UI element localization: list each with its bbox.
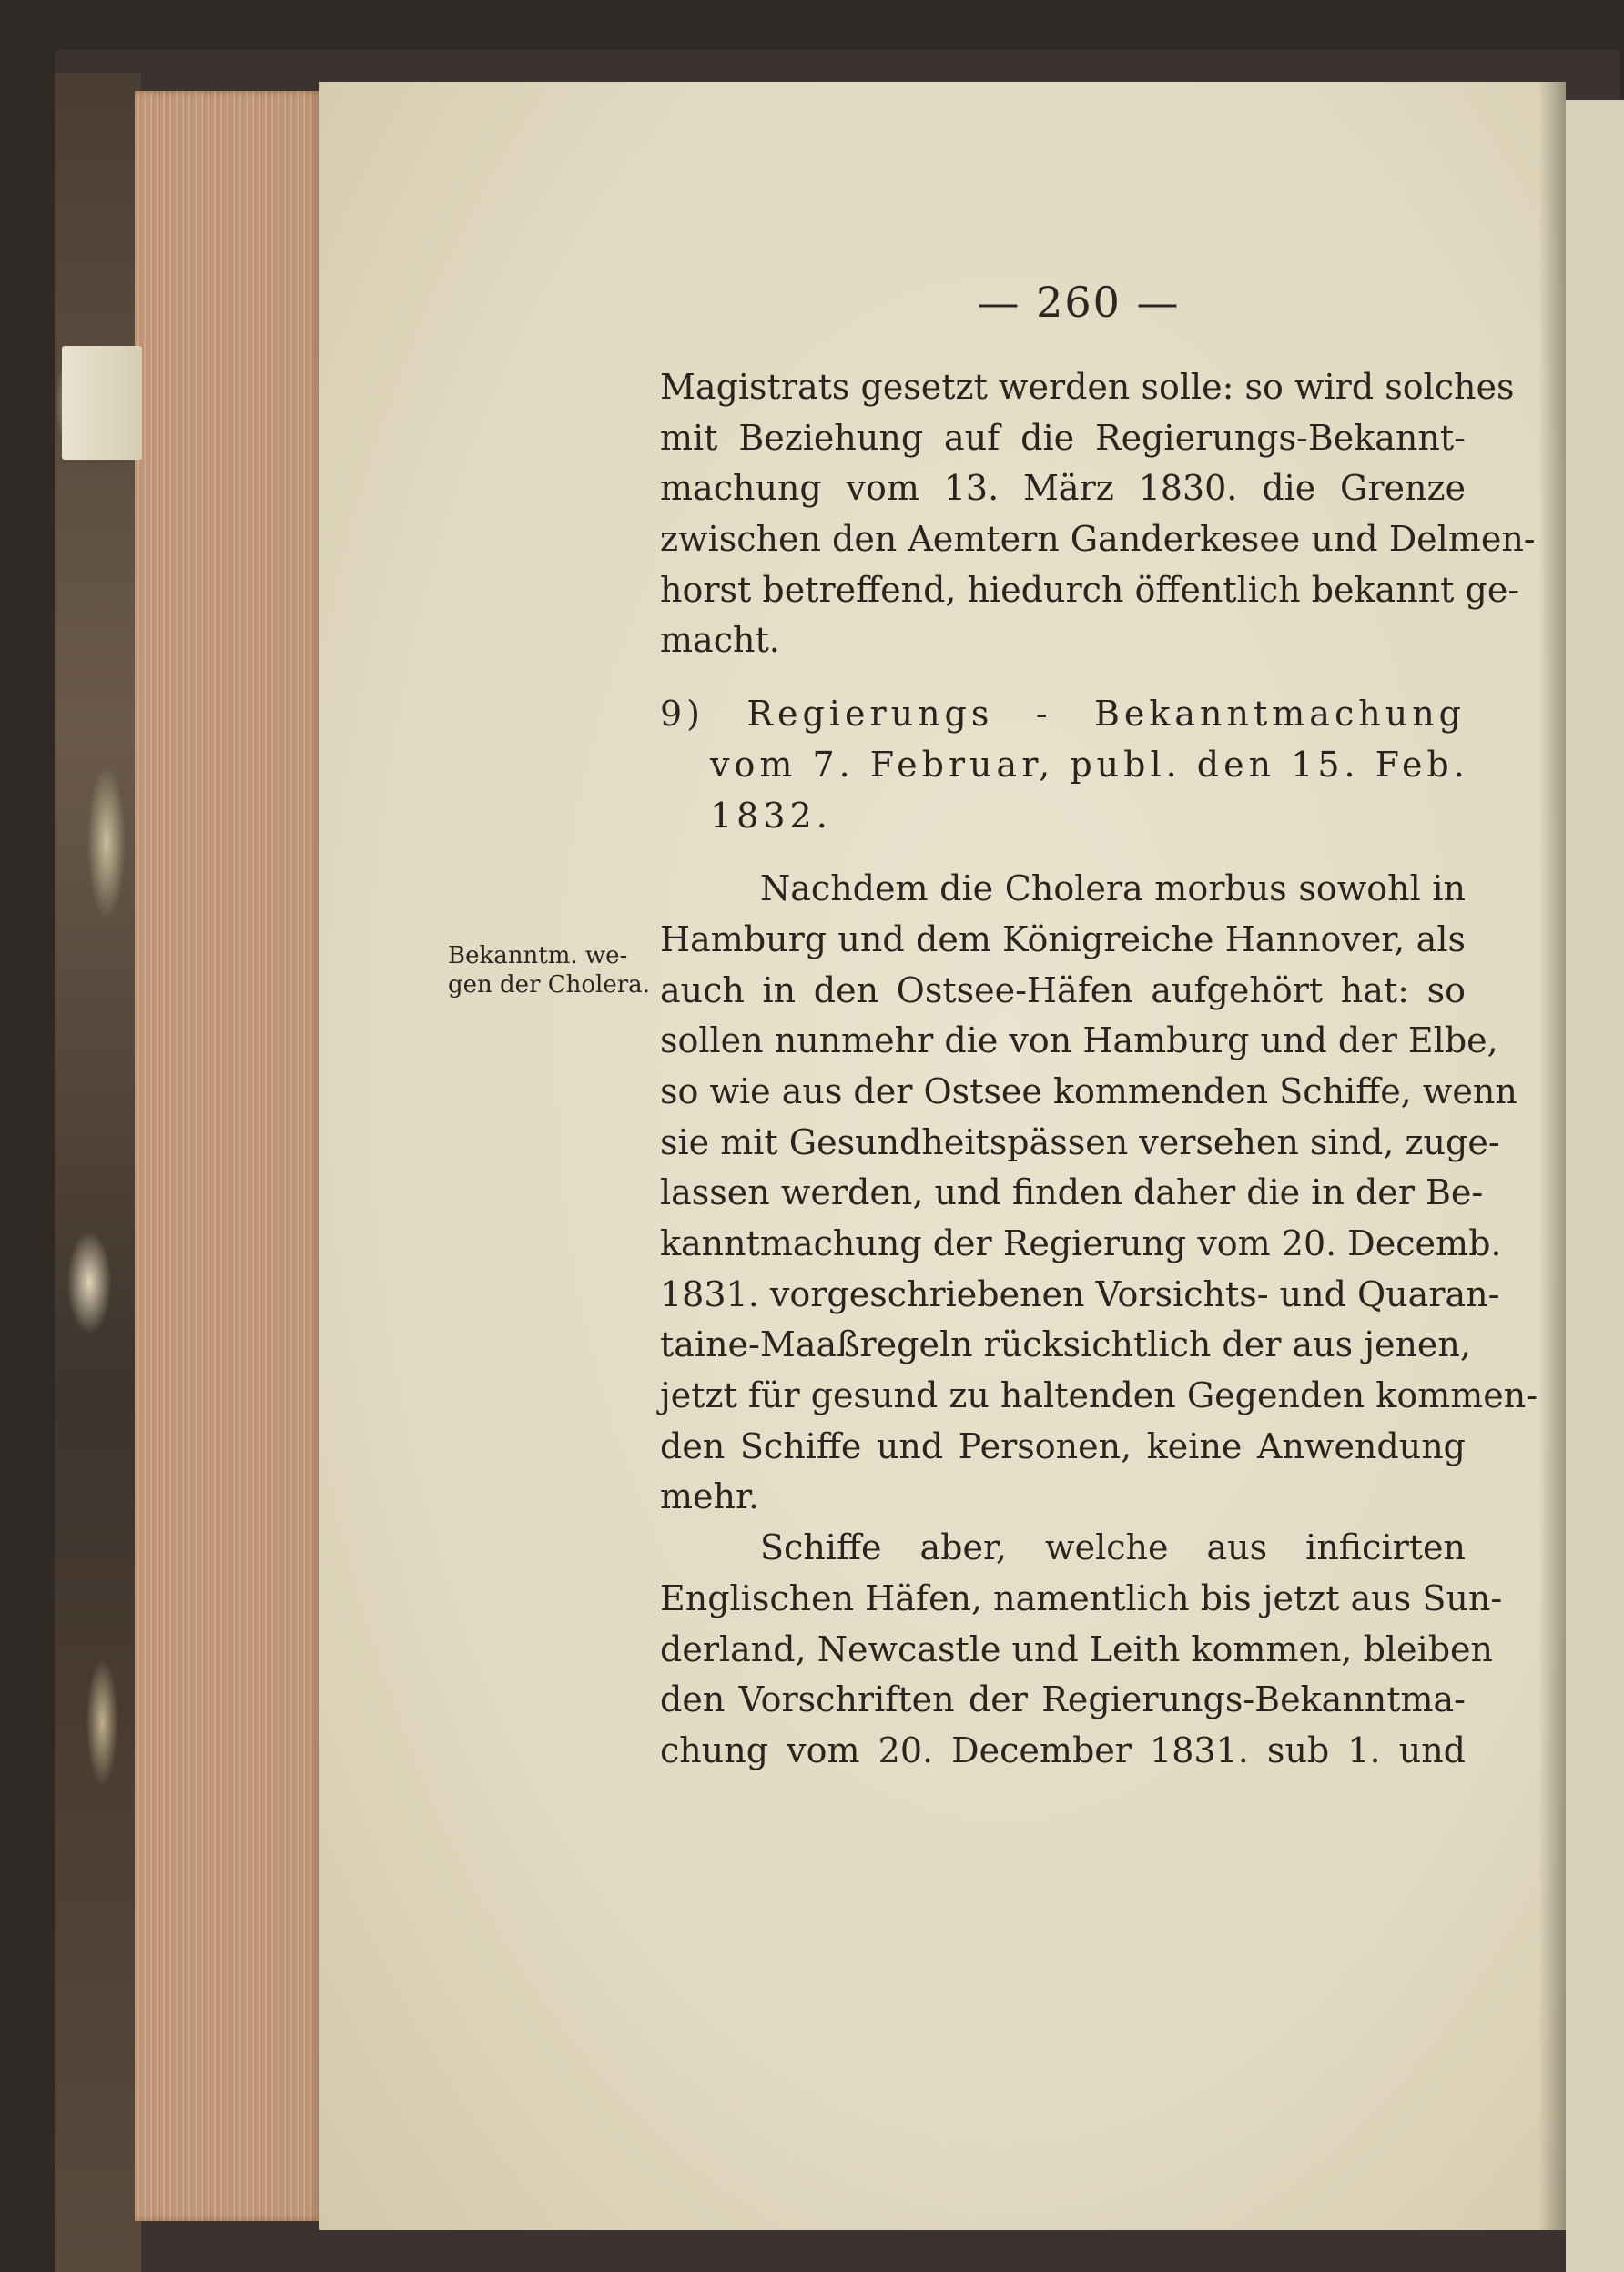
text-line: sollen nunmehr die von Hamburg und der Elbe, — [660, 1020, 1498, 1061]
margin-note — [448, 941, 653, 999]
text-line: chung vom 20. December 1831. sub 1. und — [660, 1729, 1466, 1770]
text-line: derland, Newcastle und Leith kommen, bleiben — [660, 1628, 1493, 1669]
text-line: horst betreffend, hiedurch öffentlich bekannt ge- — [660, 569, 1520, 610]
text-line: lassen werden, und finden daher die in der Be- — [660, 1172, 1484, 1213]
margin-note-line: Bekanntm. we- — [448, 942, 628, 969]
text-line: Hamburg und dem Königreiche Hannover, als — [660, 918, 1466, 959]
text-line: 1832. — [710, 795, 832, 836]
text-line: Schiffe aber, welche aus inficirten — [760, 1527, 1466, 1568]
body-text — [660, 362, 1538, 1777]
paragraph-gap — [660, 841, 1466, 864]
bookmark-tab — [62, 346, 142, 460]
text-line: vom 7. Februar, publ. den 15. Feb. — [710, 744, 1469, 785]
text-line: taine-Maaßregeln rücksichtlich der aus jenen, — [660, 1324, 1471, 1365]
paragraph-gap — [660, 666, 1466, 689]
margin-note-line: gen der Cholera. — [448, 971, 650, 999]
text-line: den Vorschriften der Regierungs-Bekanntma- — [660, 1679, 1466, 1720]
text-line: auch in den Ostsee-Häfen aufgehört hat: so — [660, 969, 1466, 1010]
text-line: machung vom 13. März 1830. die Grenze — [660, 468, 1466, 509]
text-line: jetzt für gesund zu haltenden Gegenden kommen- — [660, 1375, 1538, 1416]
text-line: mit Beziehung auf die Regierungs-Bekannt- — [660, 417, 1466, 458]
text-line: kanntmachung der Regierung vom 20. Decemb. — [660, 1223, 1502, 1263]
page-number: — 260 — — [977, 278, 1181, 327]
text-line: so wie aus der Ostsee kommenden Schiffe, wenn — [660, 1070, 1517, 1111]
text-line: 1831. vorgeschriebenen Vorsichts- und Quaran- — [660, 1273, 1500, 1314]
text-line: macht. — [660, 620, 780, 661]
text-line: Nachdem die Cholera morbus sowohl in — [760, 868, 1466, 909]
text-line: zwischen den Aemtern Ganderkesee und Delmen- — [660, 519, 1536, 560]
text-line: 9) Regierungs - Bekanntmachung — [660, 694, 1466, 735]
text-line: den Schiffe und Personen, keine Anwendung — [660, 1425, 1466, 1466]
page-edges — [135, 91, 321, 2221]
text-line: Englischen Häfen, namentlich bis jetzt aus Sun- — [660, 1577, 1503, 1618]
facing-page-edge — [1566, 100, 1624, 2272]
text-line: mehr. — [660, 1476, 760, 1517]
gutter-shadow — [1538, 82, 1566, 2230]
text-line: sie mit Gesundheitspässen versehen sind, zuge- — [660, 1121, 1500, 1162]
text-line: Magistrats gesetzt werden solle: so wird solches — [660, 367, 1515, 407]
